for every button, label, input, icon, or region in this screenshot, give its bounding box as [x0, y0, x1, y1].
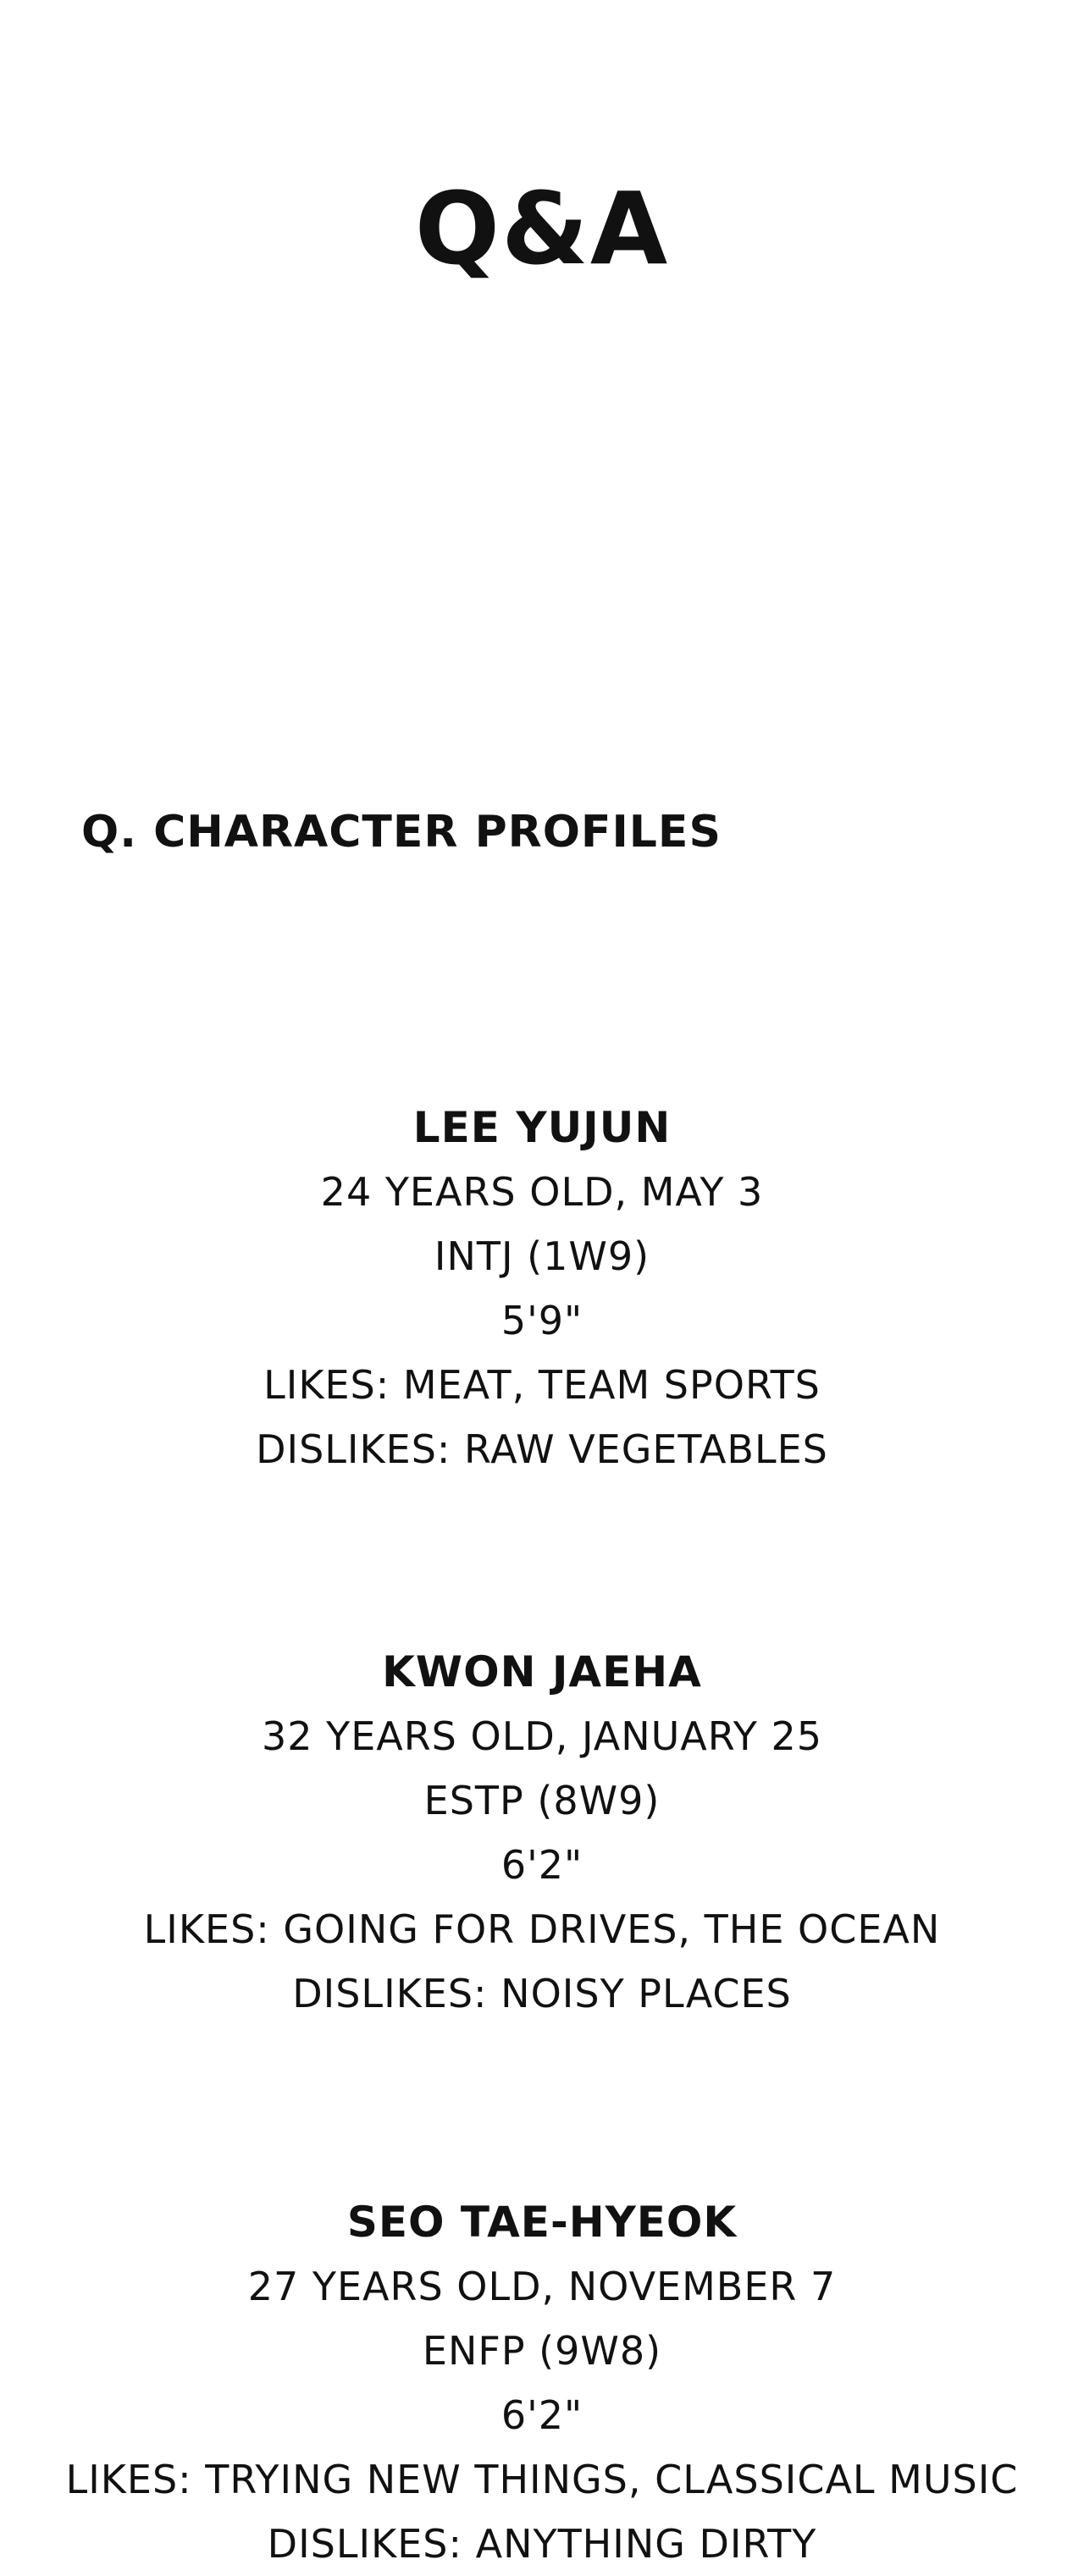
- character-type: ENFP (9W8): [422, 2328, 662, 2374]
- character-age: 32 YEARS OLD, JANUARY 25: [261, 1713, 823, 1759]
- character-height: 5'9": [501, 1298, 583, 1343]
- character-profile: [0, 2190, 1084, 2576]
- character-dislikes: DISLIKES: RAW VEGETABLES: [256, 1426, 828, 1472]
- character-name: KWON JAEHA: [382, 1647, 702, 1696]
- character-profile: [0, 1640, 1084, 2026]
- character-dislikes: DISLIKES: ANYTHING DIRTY: [267, 2521, 817, 2567]
- character-type: INTJ (1W9): [434, 1233, 650, 1279]
- character-dislikes: DISLIKES: NOISY PLACES: [292, 1971, 792, 2016]
- character-height: 6'2": [501, 2392, 583, 2438]
- character-height: 6'2": [501, 1842, 583, 1888]
- character-type: ESTP (8W9): [423, 1778, 661, 1823]
- character-age: 27 YEARS OLD, NOVEMBER 7: [247, 2264, 837, 2309]
- character-name: SEO TAE-HYEOK: [346, 2198, 738, 2247]
- character-age: 24 YEARS OLD, MAY 3: [320, 1169, 764, 1215]
- question-heading: Q. CHARACTER PROFILES: [81, 807, 722, 858]
- character-name: LEE YUJUN: [412, 1103, 672, 1152]
- character-profile: [0, 1095, 1084, 1481]
- character-likes: LIKES: TRYING NEW THINGS, CLASSICAL MUSIC: [65, 2457, 1019, 2502]
- character-likes: LIKES: GOING FOR DRIVES, THE OCEAN: [143, 1906, 941, 1952]
- character-likes: LIKES: MEAT, TEAM SPORTS: [263, 1362, 821, 1408]
- page-title: Q&A: [414, 170, 670, 287]
